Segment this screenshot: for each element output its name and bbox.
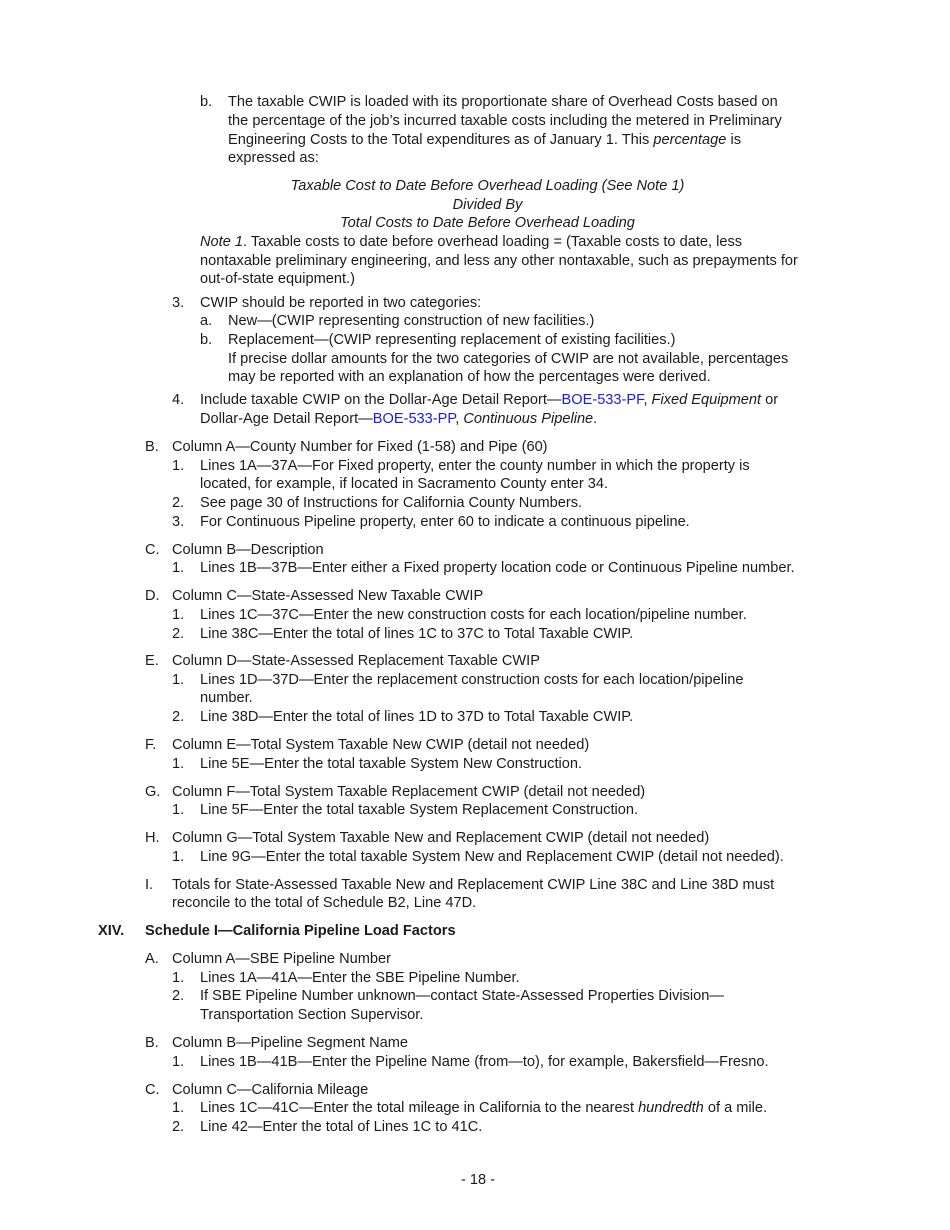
item-b-line-3 (228, 131, 741, 150)
section-i-line-1: Totals for State-Assessed Taxable New and Replacement CWIP Line 38C and Line 38D must (172, 877, 775, 893)
item-b-line-1: The taxable CWIP is loaded with its proportionate share of Overhead Costs based on (228, 94, 778, 110)
item-4-line-2 (200, 410, 597, 429)
item-4-comma-2: , (455, 411, 464, 427)
section-b-item-1-line-2: located, for example, if located in Sacramento County enter 34. (200, 476, 609, 492)
item-4-text-2: Dollar-Age Detail Report— (200, 411, 373, 427)
item-4-line-1 (200, 391, 778, 410)
xiv-a-item-2-line-1: If SBE Pipeline Number unknown—contact State-Assessed Properties Division— (200, 988, 724, 1004)
section-b-item-2: See page 30 of Instructions for California County Numbers. (200, 495, 583, 511)
xiv-c-item-1-text: Lines 1C—41C—Enter the total mileage in California to the nearest (200, 1100, 639, 1116)
item-b-line-2: the percentage of the job’s incurred taxable costs including the metered in Preliminary (228, 113, 782, 129)
section-h-title: Column G—Total System Taxable New and Replacement CWIP (detail not needed) (172, 830, 710, 846)
xiv-b-item-1-marker: 1. (172, 1054, 185, 1070)
section-d-item-1-marker: 1. (172, 607, 185, 623)
section-i-line-2: reconcile to the total of Schedule B2, Line 47D. (172, 895, 477, 911)
section-c-item-1-marker: 1. (172, 560, 185, 576)
item-4-text-1: Include taxable CWIP on the Dollar-Age Detail Report— (200, 392, 562, 408)
item-4-or: or (761, 392, 779, 408)
section-b-item-1-marker: 1. (172, 458, 185, 474)
section-b-item-2-marker: 2. (172, 495, 185, 511)
item-3b-line-3: may be reported with an explanation of how the percentages were derived. (228, 369, 711, 385)
section-e-item-1-line-2: number. (200, 690, 253, 706)
item-3-text: CWIP should be reported in two categories: (200, 295, 482, 311)
xiv-c-item-1 (200, 1099, 767, 1118)
section-h-item-1: Line 9G—Enter the total taxable System New and Replacement CWIP (detail not needed). (200, 849, 784, 865)
item-b-line-3-text: Engineering Costs to the Total expenditures as of January 1. This (228, 132, 654, 148)
formula-denominator: Total Costs to Date Before Overhead Loading (340, 215, 635, 231)
xiv-c-hundredth: hundredth (638, 1100, 704, 1116)
formula-divided-by: Divided By (452, 197, 523, 213)
xiv-a-item-1-marker: 1. (172, 970, 185, 986)
section-g-title: Column F—Total System Taxable Replacement CWIP (detail not needed) (172, 784, 646, 800)
formula-numerator: Taxable Cost to Date Before Overhead Loading (See Note 1) (290, 178, 685, 194)
xiv-b-marker: B. (145, 1035, 159, 1051)
item-3b-marker: b. (200, 332, 213, 348)
item-b-line-4: expressed as: (228, 150, 319, 166)
boe-533-pp-link[interactable]: BOE-533-PP (372, 411, 456, 427)
section-xiv-marker: XIV. (98, 923, 125, 939)
section-g-marker: G. (145, 784, 161, 800)
item-4-marker: 4. (172, 392, 185, 408)
section-f-item-1: Line 5E—Enter the total taxable System New Construction. (200, 756, 583, 772)
item-b-line-3-end: is (726, 132, 741, 148)
xiv-c-item-1-end: of a mile. (703, 1100, 768, 1116)
section-f-item-1-marker: 1. (172, 756, 185, 772)
section-h-marker: H. (145, 830, 160, 846)
section-b-item-3-marker: 3. (172, 514, 185, 530)
xiv-c-marker: C. (145, 1082, 160, 1098)
section-d-item-1: Lines 1C—37C—Enter the new construction costs for each location/pipeline number. (200, 607, 747, 623)
item-3b-line-2: If precise dollar amounts for the two categories of CWIP are not available, percentages (228, 351, 789, 367)
section-f-title: Column E—Total System Taxable New CWIP (detail not needed) (172, 737, 590, 753)
note-1-text: . Taxable costs to date before overhead loading = (Taxable costs to date, less (243, 234, 743, 250)
xiv-a-title: Column A—SBE Pipeline Number (172, 951, 392, 967)
item-3a-marker: a. (200, 313, 213, 329)
note-1-label: Note 1 (200, 234, 243, 250)
item-3a-text: New—(CWIP representing construction of new facilities.) (228, 313, 595, 329)
section-d-marker: D. (145, 588, 160, 604)
note-1-line-1 (200, 233, 742, 252)
section-b-title: Column A—County Number for Fixed (1-58) and Pipe (60) (172, 439, 548, 455)
section-d-item-2-marker: 2. (172, 626, 185, 642)
item-4-fixed-equipment: Fixed Equipment (651, 392, 762, 408)
page-number: - 18 - (460, 1172, 496, 1188)
section-g-item-1-marker: 1. (172, 802, 185, 818)
xiv-c-title: Column C—California Mileage (172, 1082, 369, 1098)
section-e-item-1-line-1: Lines 1D—37D—Enter the replacement construction costs for each location/pipeline (200, 672, 744, 688)
section-c-item-1: Lines 1B—37B—Enter either a Fixed property location code or Continuous Pipeline number. (200, 560, 795, 576)
section-e-item-2-marker: 2. (172, 709, 185, 725)
section-g-item-1: Line 5F—Enter the total taxable System Replacement Construction. (200, 802, 639, 818)
xiv-a-item-2-marker: 2. (172, 988, 185, 1004)
section-b-item-3: For Continuous Pipeline property, enter 60 to indicate a continuous pipeline. (200, 514, 690, 530)
section-c-title: Column B—Description (172, 542, 324, 558)
boe-533-pf-link[interactable]: BOE-533-PF (561, 392, 644, 408)
item-3-marker: 3. (172, 295, 185, 311)
section-e-item-1-marker: 1. (172, 672, 185, 688)
section-b-item-1-line-1: Lines 1A—37A—For Fixed property, enter the county number in which the property is (200, 458, 750, 474)
note-1-line-2: nontaxable preliminary engineering, and less any other nontaxable, such as prepayments for (200, 253, 798, 269)
item-4-comma-1: , (643, 392, 652, 408)
item-4-period: . (593, 411, 598, 427)
section-d-title: Column C—State-Assessed New Taxable CWIP (172, 588, 484, 604)
item-3b-text: Replacement—(CWIP representing replacement of existing facilities.) (228, 332, 676, 348)
section-xiv-title: Schedule I—California Pipeline Load Factors (145, 923, 456, 939)
section-h-item-1-marker: 1. (172, 849, 185, 865)
item-4-continuous-pipeline: Continuous Pipeline (463, 411, 594, 427)
xiv-b-title: Column B—Pipeline Segment Name (172, 1035, 409, 1051)
item-b-percentage: percentage (653, 132, 727, 148)
xiv-a-item-2-line-2: Transportation Section Supervisor. (200, 1007, 424, 1023)
xiv-a-marker: A. (145, 951, 159, 967)
section-i-marker: I. (145, 877, 154, 893)
xiv-c-item-2: Line 42—Enter the total of Lines 1C to 41C. (200, 1119, 483, 1135)
section-f-marker: F. (145, 737, 157, 753)
section-c-marker: C. (145, 542, 160, 558)
section-d-item-2: Line 38C—Enter the total of lines 1C to 37C to Total Taxable CWIP. (200, 626, 634, 642)
note-1-line-3: out-of-state equipment.) (200, 271, 355, 287)
section-e-item-2: Line 38D—Enter the total of lines 1D to 37D to Total Taxable CWIP. (200, 709, 634, 725)
xiv-c-item-1-marker: 1. (172, 1100, 185, 1116)
section-e-title: Column D—State-Assessed Replacement Taxable CWIP (172, 653, 540, 669)
section-e-marker: E. (145, 653, 159, 669)
item-b-marker: b. (200, 94, 213, 110)
section-b-marker: B. (145, 439, 159, 455)
xiv-b-item-1: Lines 1B—41B—Enter the Pipeline Name (from—to), for example, Bakersfield—Fresno. (200, 1054, 769, 1070)
xiv-c-item-2-marker: 2. (172, 1119, 185, 1135)
xiv-a-item-1: Lines 1A—41A—Enter the SBE Pipeline Number. (200, 970, 520, 986)
